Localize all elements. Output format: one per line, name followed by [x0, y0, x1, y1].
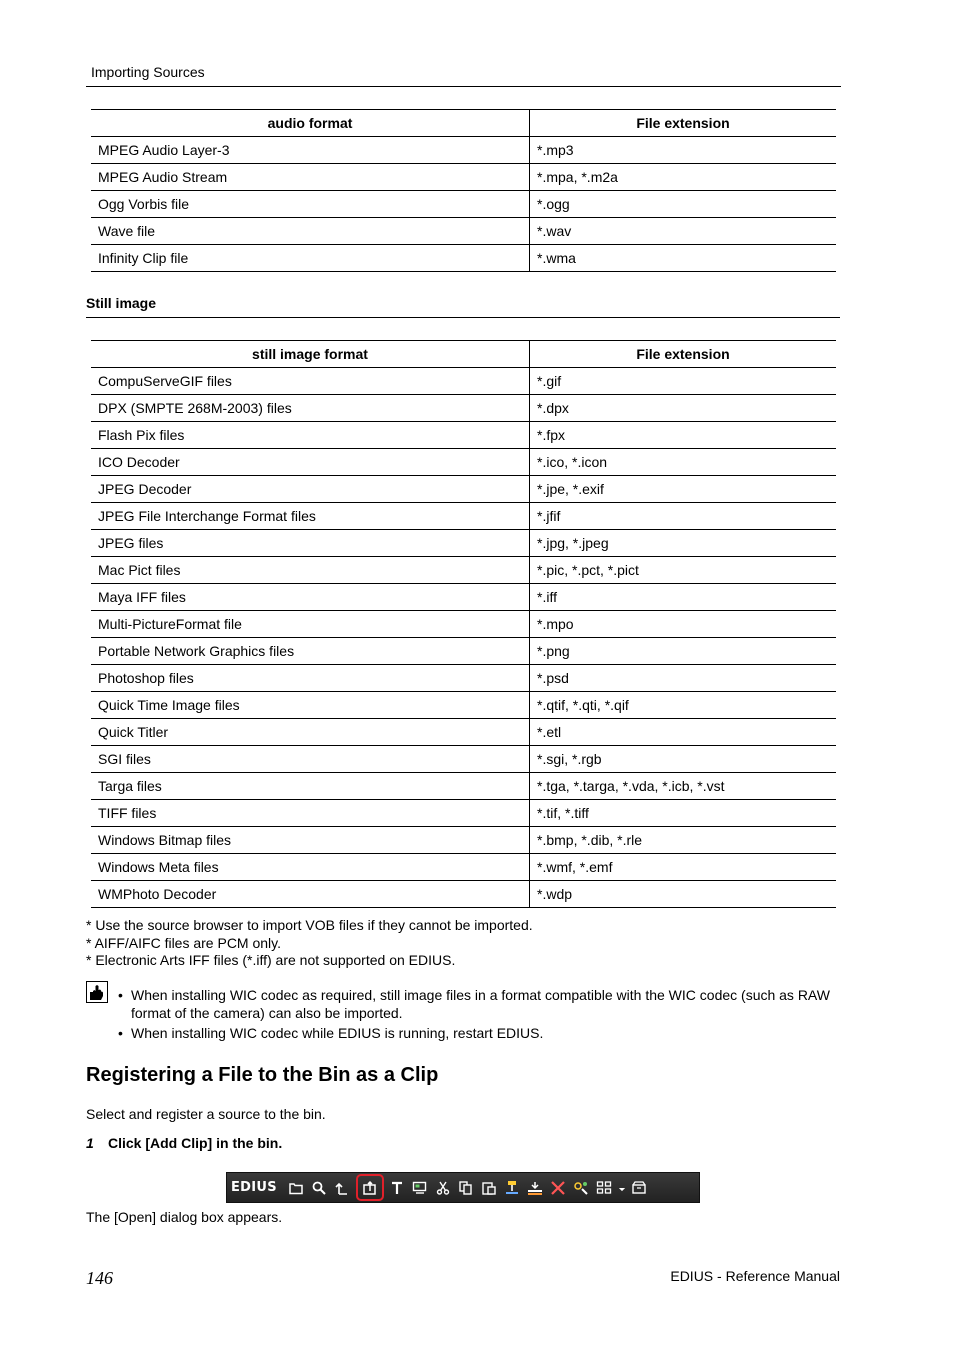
section-heading: Registering a File to the Bin as a Clip [86, 1064, 439, 1086]
format-cell: WMPhoto Decoder [91, 881, 530, 908]
format-cell: Windows Bitmap files [91, 827, 530, 854]
table-header-row [91, 110, 836, 137]
note-item: • When installing WIC codec while EDIUS is running, restart EDIUS. [118, 1024, 838, 1042]
edius-logo: EDIUS [231, 1180, 277, 1195]
table-row [91, 638, 836, 665]
format-cell: MPEG Audio Layer-3 [91, 137, 530, 164]
extension-cell: *.dpx [530, 395, 837, 422]
table-row [91, 746, 836, 773]
table-row [91, 881, 836, 908]
column-header-format: still image format [91, 341, 530, 368]
extension-cell: *.ogg [530, 191, 837, 218]
table-row [91, 503, 836, 530]
format-cell: Infinity Clip file [91, 245, 530, 272]
extension-cell: *.png [530, 638, 837, 665]
table-row [91, 368, 836, 395]
format-cell: CompuServeGIF files [91, 368, 530, 395]
format-cell: JPEG files [91, 530, 530, 557]
extension-cell: *.jpg, *.jpeg [530, 530, 837, 557]
footnotes [86, 917, 533, 970]
extension-cell: *.iff [530, 584, 837, 611]
footnote: * AIFF/AIFC files are PCM only. [86, 934, 282, 951]
table-row [91, 773, 836, 800]
table-row [91, 422, 836, 449]
table-row [91, 164, 836, 191]
copy-icon[interactable] [455, 1176, 478, 1200]
format-cell: Maya IFF files [91, 584, 530, 611]
section-rule [86, 317, 840, 318]
format-cell: ICO Decoder [91, 449, 530, 476]
page-number: 146 [86, 1268, 113, 1288]
step-number: 1 [86, 1135, 94, 1151]
extension-cell: *.wav [530, 218, 837, 245]
extension-cell: *.bmp, *.dib, *.rle [530, 827, 837, 854]
format-cell: Photoshop files [91, 665, 530, 692]
format-cell: Targa files [91, 773, 530, 800]
up-folder-icon[interactable] [331, 1176, 354, 1200]
extension-cell: *.fpx [530, 422, 837, 449]
table-header-row [91, 341, 836, 368]
extension-cell: *.tga, *.targa, *.vda, *.icb, *.vst [530, 773, 837, 800]
extension-cell: *.wdp [530, 881, 837, 908]
table-row [91, 719, 836, 746]
running-head: Importing Sources [91, 64, 205, 80]
paste-icon[interactable] [478, 1176, 501, 1200]
extension-cell: *.wma [530, 245, 837, 272]
table-row [91, 692, 836, 719]
format-cell: JPEG File Interchange Format files [91, 503, 530, 530]
extension-cell: *.mpa, *.m2a [530, 164, 837, 191]
extension-cell: *.mpo [530, 611, 837, 638]
table-row [91, 584, 836, 611]
format-cell: Mac Pict files [91, 557, 530, 584]
format-cell: JPEG Decoder [91, 476, 530, 503]
bin-toolbar [226, 1172, 700, 1203]
table-row [91, 245, 836, 272]
step-text: Click [Add Clip] in the bin. [108, 1135, 283, 1151]
format-cell: Multi-PictureFormat file [91, 611, 530, 638]
note-list [118, 986, 838, 1044]
column-header-format: audio format [91, 110, 530, 137]
header-rule [86, 86, 841, 87]
bin-icon[interactable] [628, 1176, 651, 1200]
table-row [91, 395, 836, 422]
format-cell: Wave file [91, 218, 530, 245]
still-image-format-table [91, 340, 836, 908]
table-row [91, 476, 836, 503]
table-row [91, 827, 836, 854]
table-row [91, 854, 836, 881]
table-row [91, 137, 836, 164]
overwrite-icon[interactable] [524, 1176, 547, 1200]
format-cell: Ogg Vorbis file [91, 191, 530, 218]
properties-icon[interactable] [570, 1176, 593, 1200]
section-label-still-image: Still image [86, 295, 157, 311]
format-cell: Quick Time Image files [91, 692, 530, 719]
format-cell: Quick Titler [91, 719, 530, 746]
extension-cell: *.mp3 [530, 137, 837, 164]
view-icon[interactable] [593, 1176, 616, 1200]
audio-format-table [91, 109, 836, 272]
column-header-extension: File extension [530, 110, 837, 137]
intro-text: Select and register a source to the bin. [86, 1106, 326, 1122]
extension-cell: *.jfif [530, 503, 837, 530]
extension-cell: *.ico, *.icon [530, 449, 837, 476]
format-cell: SGI files [91, 746, 530, 773]
footer-title: EDIUS - Reference Manual [670, 1268, 840, 1284]
table-row [91, 611, 836, 638]
extension-cell: *.psd [530, 665, 837, 692]
note-item: • When installing WIC codec as required, still image files in a format compatible with the WIC codec (such as RAW format of the camera) can also be imported. [118, 986, 838, 1022]
insert-icon[interactable] [501, 1176, 524, 1200]
cut-icon[interactable] [432, 1176, 455, 1200]
extension-cell: *.sgi, *.rgb [530, 746, 837, 773]
note-hand-icon [86, 981, 108, 1003]
add-clip-icon[interactable] [356, 1174, 384, 1201]
extension-cell: *.qtif, *.qti, *.qif [530, 692, 837, 719]
extension-cell: *.wmf, *.emf [530, 854, 837, 881]
table-row [91, 449, 836, 476]
table-row [91, 800, 836, 827]
result-text: The [Open] dialog box appears. [86, 1209, 283, 1225]
table-row [91, 557, 836, 584]
extension-cell: *.gif [530, 368, 837, 395]
column-header-extension: File extension [530, 341, 837, 368]
title-icon[interactable] [386, 1176, 409, 1200]
format-cell: TIFF files [91, 800, 530, 827]
step-1 [86, 1135, 282, 1151]
table-row [91, 191, 836, 218]
footnote: * Electronic Arts IFF files (*.iff) are not supported on EDIUS. [86, 952, 456, 968]
dropdown-icon[interactable] [616, 1176, 628, 1200]
footnote: * Use the source browser to import VOB files if they cannot be imported. [86, 917, 533, 933]
format-cell: Portable Network Graphics files [91, 638, 530, 665]
extension-cell: *.etl [530, 719, 837, 746]
format-cell: DPX (SMPTE 268M-2003) files [91, 395, 530, 422]
table-row [91, 530, 836, 557]
delete-icon[interactable] [547, 1176, 570, 1200]
table-row [91, 665, 836, 692]
search-icon[interactable] [308, 1176, 331, 1200]
extension-cell: *.pic, *.pct, *.pict [530, 557, 837, 584]
extension-cell: *.tif, *.tiff [530, 800, 837, 827]
format-cell: Flash Pix files [91, 422, 530, 449]
folder-icon[interactable] [285, 1176, 308, 1200]
table-row [91, 218, 836, 245]
extension-cell: *.jpe, *.exif [530, 476, 837, 503]
monitor-icon[interactable] [409, 1176, 432, 1200]
format-cell: MPEG Audio Stream [91, 164, 530, 191]
format-cell: Windows Meta files [91, 854, 530, 881]
